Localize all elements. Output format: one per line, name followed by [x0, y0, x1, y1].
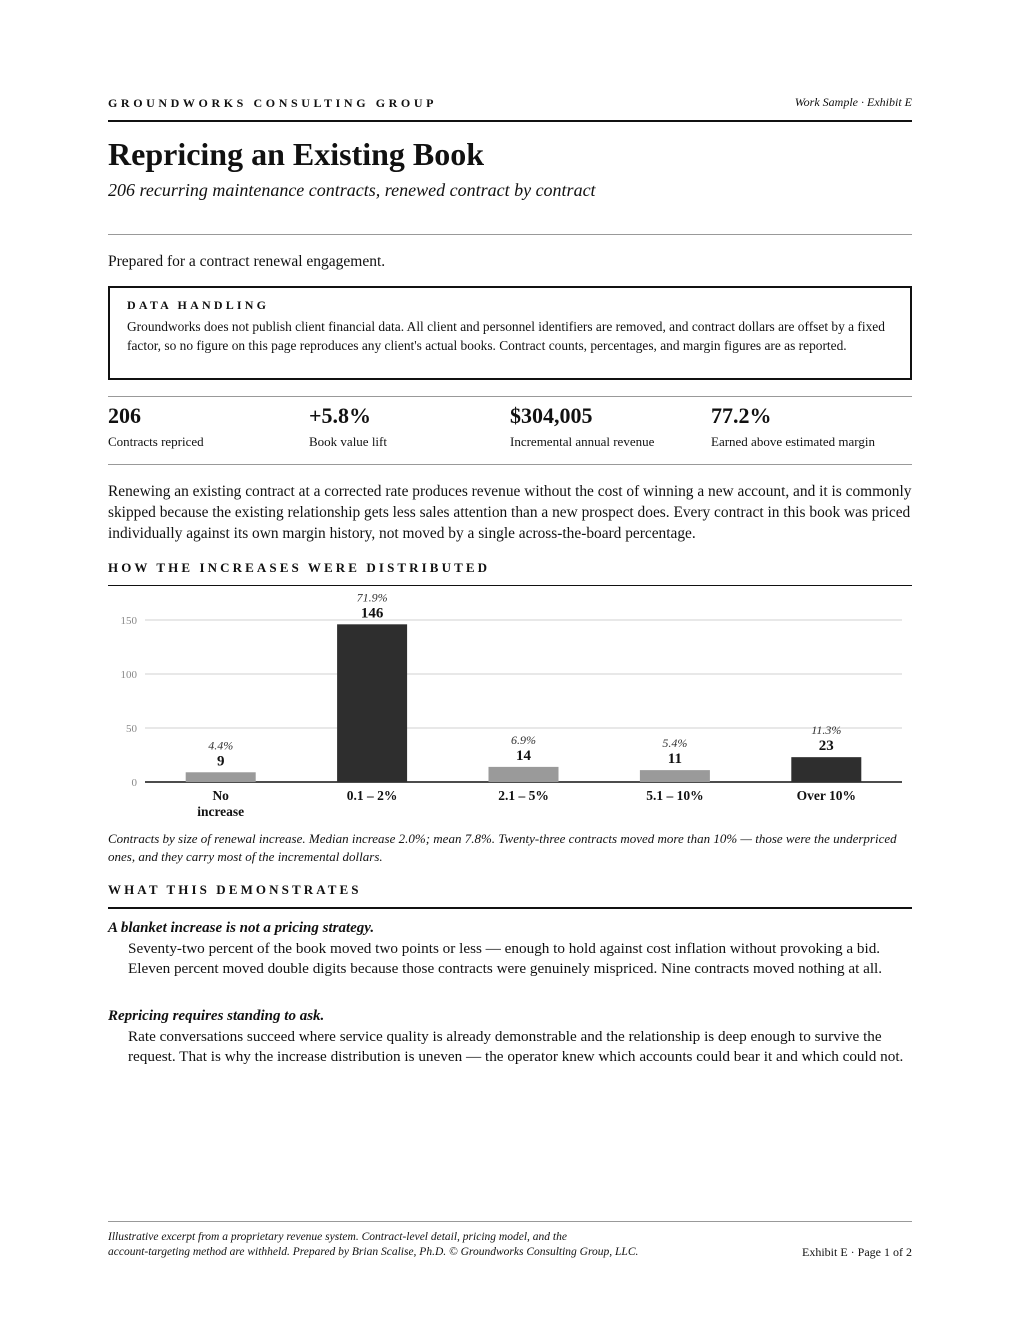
takeaway-2 [108, 1008, 912, 1067]
bar [640, 770, 710, 782]
stat-label: Incremental annual revenue [510, 434, 655, 449]
footer-note-line: Illustrative excerpt from a proprietary revenue system. Contract-level detail, pricing model, and the [108, 1231, 567, 1243]
footer-divider [108, 1221, 912, 1222]
stats-row [108, 396, 912, 465]
stat-value: $304,005 [510, 403, 593, 428]
data-handling-label: DATA HANDLING [127, 298, 270, 312]
bar-value-label: 9 [216, 753, 225, 770]
takeaway-body: Seventy-two percent of the book moved two points or less — enough to hold against cost inflation without provoking a bid. Eleven percent moved double digits because those contracts were genuinely mispriced. Nine contracts moved nothing at all. [128, 940, 883, 977]
takeaway-heading: Repricing requires standing to ask. [108, 1008, 325, 1024]
stat-value: 206 [108, 403, 141, 428]
footer-note [108, 1230, 718, 1260]
chart-caption: Contracts by size of renewal increase. Median increase 2.0%; mean 7.8%. Twenty-three contracts moved more than 10% — those were the underpriced ones, and they carry most of the incremental dollars. [108, 831, 897, 864]
stat-book-lift [309, 403, 387, 450]
increase-distribution-chart [108, 586, 912, 826]
bar-percent-label: 11.3% [811, 723, 842, 738]
x-tick-label: No [212, 788, 229, 803]
data-handling-text: Groundworks does not publish client financial data. All client and personnel identifiers are removed, and contract dollars are offset by a fixed factor, so no figure on this page reproduces any client's actual books. Contract counts, percentages, and margin figures are as reported. [127, 319, 885, 353]
y-tick-label: 150 [120, 615, 137, 627]
bar-percent-label: 5.4% [662, 736, 688, 751]
x-tick-label: 0.1 – 2% [346, 788, 398, 803]
section-heading-distribution: HOW THE INCREASES WERE DISTRIBUTED [108, 560, 912, 586]
x-tick-label: 2.1 – 5% [498, 788, 549, 803]
bar-percent-label: 6.9% [511, 732, 536, 747]
stat-value: 77.2% [711, 403, 772, 428]
exhibit-label: Work Sample · Exhibit E [794, 95, 912, 109]
page-title: Repricing an Existing Book [108, 136, 485, 172]
intro-paragraph: Renewing an existing contract at a corrected rate produces revenue without the cost of winning a new account, and it is commonly skipped because the existing relationship gets less sales attention than a new prospect does. Every contract in this book was priced individually against its own margin history, not moved by a single across-the-board percentage. [108, 483, 912, 542]
stat-value: +5.8% [309, 403, 372, 428]
bar-value-label: 11 [667, 751, 682, 768]
stat-label: Contracts repriced [108, 434, 204, 449]
bar [186, 772, 256, 782]
takeaway-1 [108, 920, 912, 979]
footer-note-line: account-targeting method are withheld. Prepared by Brian Scalise, Ph.D. © Groundworks Consulting Group, LLC. [108, 1246, 639, 1258]
page-number: Exhibit E · Page 1 of 2 [802, 1245, 912, 1259]
bar-value-label: 146 [360, 605, 384, 622]
stat-margin [711, 403, 875, 450]
bar [791, 757, 861, 782]
firm-name: GROUNDWORKS CONSULTING GROUP [108, 96, 438, 110]
bar [337, 624, 407, 782]
y-tick-label: 100 [120, 669, 137, 681]
takeaway-heading: A blanket increase is not a pricing strategy. [108, 920, 375, 936]
section-heading-demonstrates: WHAT THIS DEMONSTRATES [108, 882, 912, 909]
x-tick-label: Over 10% [796, 788, 856, 803]
bar-percent-label: 4.4% [208, 738, 234, 753]
bar [489, 767, 559, 782]
stat-contracts [108, 403, 204, 450]
x-tick-label: increase [197, 804, 245, 819]
y-tick-label: 50 [126, 723, 137, 735]
page-subtitle: 206 recurring maintenance contracts, renewed contract by contract [108, 180, 596, 200]
stat-label: Book value lift [309, 434, 387, 449]
data-handling-box [108, 286, 912, 380]
stat-revenue [510, 403, 654, 450]
stat-label: Earned above estimated margin [711, 434, 876, 449]
y-tick-label: 0 [131, 777, 137, 789]
bar-value-label: 23 [818, 738, 834, 755]
prepared-for: Prepared for a contract renewal engagement. [108, 253, 386, 270]
bar-percent-label: 71.9% [356, 590, 388, 605]
takeaway-body: Rate conversations succeed where service quality is already demonstrable and the relationship is deep enough to survive the request. That is why the increase distribution is uneven — the operator knew which accounts could bear it and which could not. [128, 1028, 904, 1065]
divider [108, 234, 912, 235]
x-tick-label: 5.1 – 10% [646, 788, 704, 803]
bar-value-label: 14 [516, 747, 531, 764]
page-header [108, 94, 912, 122]
